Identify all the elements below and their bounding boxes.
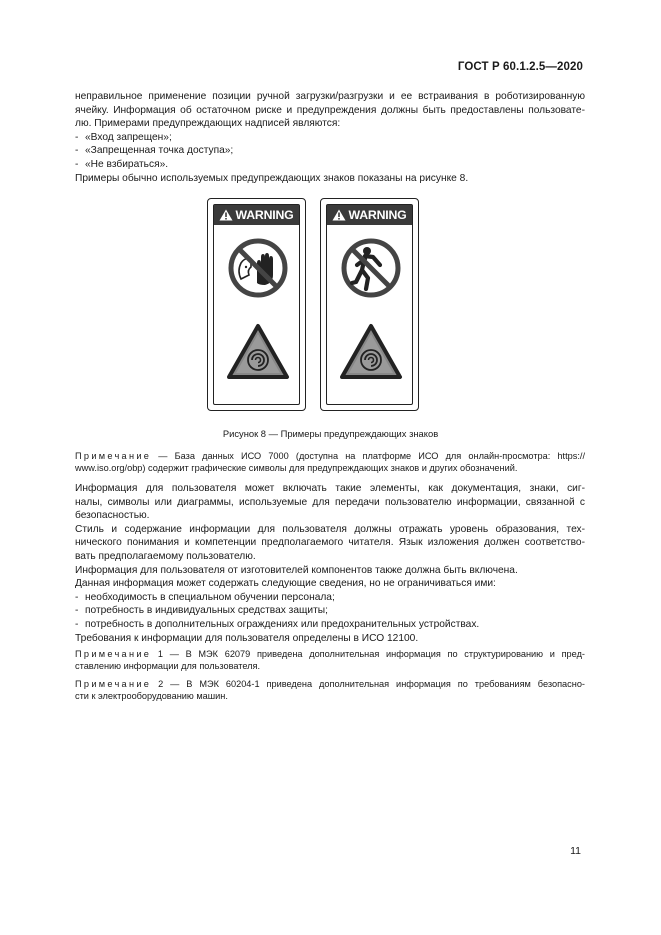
list-item: - «Запрещенная точка доступа»; xyxy=(75,145,234,157)
note-number: 2 xyxy=(151,679,164,689)
note-label: Примечание xyxy=(75,451,152,461)
rotating-parts-icon xyxy=(226,323,290,381)
intro-line: неправильное применение позиции ручной загрузки/разгрузки и ее встраивания в роботизированную xyxy=(75,91,585,102)
list-item: - потребность в дополнительных ограждениях или предохранительных устройствах. xyxy=(75,618,480,630)
note-label: Примечание xyxy=(75,649,152,659)
intro-line: ячейку. Информация об остаточном риске и предупреждения должны быть предоставлены пользовате- xyxy=(75,104,585,116)
warning-banner: WARNING xyxy=(327,205,412,225)
intro-line: лю. Примерами предупреждающих надписей являются: xyxy=(75,118,341,130)
document-header-id: ГОСТ Р 60.1.2.5—2020 xyxy=(457,61,583,73)
paragraph-line: Информация для пользователя от изготовителей компонентов также должна быть включена. xyxy=(75,564,518,576)
rotating-parts-icon xyxy=(339,323,403,381)
warning-banner: WARNING xyxy=(214,205,299,225)
figure-reference: Примеры обычно используемых предупреждающих знаков показаны на рисунке 8. xyxy=(75,172,469,184)
paragraph-line: нического понимания и компетенции предполагаемого читателя. Язык изложения должен соответство- xyxy=(75,537,585,549)
warning-triangle-icon xyxy=(332,209,346,221)
note-text: — База данных ИСО 7000 (доступна на платформе ИСО для онлайн-просмотра: https:// xyxy=(151,451,585,461)
paragraph-line: безопасностью. xyxy=(75,510,150,522)
warning-sign-1 xyxy=(207,198,306,411)
note-text: — В МЭК 60204-1 приведена дополнительная информация по требованиям безопасно- xyxy=(163,679,585,689)
paragraph-line: Информация для пользователя может включать такие элементы, как документация, знаки, сиг- xyxy=(75,483,585,494)
list-dash: - xyxy=(75,131,79,143)
list-dash: - xyxy=(75,591,79,603)
page-number: 11 xyxy=(570,845,581,857)
note-label: Примечание xyxy=(75,679,152,689)
note-number: 1 xyxy=(151,649,163,659)
list-dash: - xyxy=(75,145,79,157)
warning-triangle-icon xyxy=(219,209,233,221)
list-dash: - xyxy=(75,618,79,630)
paragraph-line: Требования к информации для пользователя определены в ИСО 12100. xyxy=(75,632,419,644)
note-text: — В МЭК 62079 приведена дополнительная информация по структурированию и пред- xyxy=(163,649,585,659)
warning-signs-figure xyxy=(207,198,422,413)
figure-caption: Рисунок 8 — Примеры предупреждающих знаков xyxy=(222,428,439,439)
note-text: сти к электрооборудованию машин. xyxy=(75,691,228,702)
list-item: - «Не взбираться». xyxy=(75,158,169,170)
paragraph-line: налы, символы или диаграммы, используемые для передачи пользователю информации, связанной с xyxy=(75,496,585,508)
note-2 xyxy=(75,678,585,703)
list-dash: - xyxy=(75,158,79,170)
sign-border xyxy=(326,204,413,405)
warning-sign-2 xyxy=(320,198,419,411)
note-text: www.iso.org/obp) содержит графические символы для предупреждающих знаков и других обозначений. xyxy=(75,463,518,474)
list-item: - «Вход запрещен»; xyxy=(75,131,172,143)
note-iso xyxy=(75,450,585,475)
paragraph-line: Данная информация может содержать следующие сведения, но не ограничиваться ими: xyxy=(75,578,496,590)
main-block xyxy=(75,482,585,645)
list-item: - необходимость в специальном обучении персонала; xyxy=(75,591,335,603)
list-item: - потребность в индивидуальных средствах защиты; xyxy=(75,605,328,617)
note-1 xyxy=(75,648,585,673)
paragraph-line: Стиль и содержание информации для пользователя должны отражать уровень образования, тех- xyxy=(75,523,585,535)
paragraph-line: вать предполагаемому пользователю. xyxy=(75,550,256,562)
sign-border xyxy=(213,204,300,405)
intro-block xyxy=(75,90,585,185)
note-text: ставлению информации для пользователя. xyxy=(75,661,261,672)
no-hand-icon xyxy=(227,237,289,299)
list-dash: - xyxy=(75,605,79,617)
no-entry-person-icon xyxy=(340,237,402,299)
